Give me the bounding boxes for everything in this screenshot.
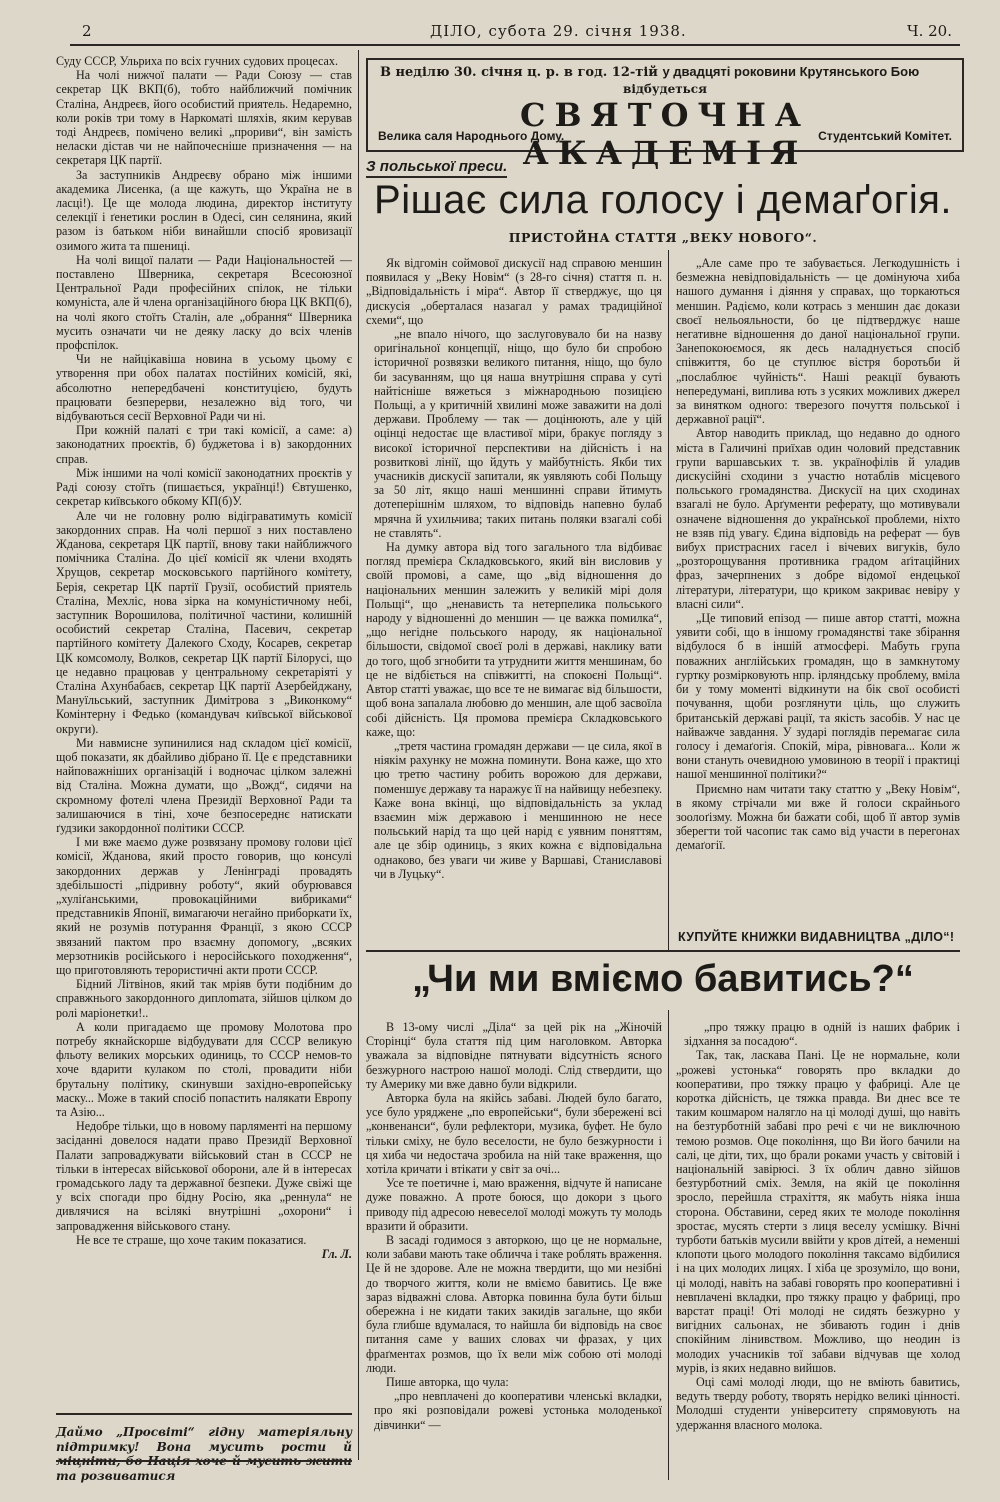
paragraph: Автор наводить приклад, що недавно до одного міста в Галичині приїхав один чоловий представник групи варшавських т. зв. українофілів й уладив дискусійні сходини з участю нотаблів місцевого польського громадянства. Дискусії на цих сходинах взагалі не було. Арґументи реферату, що мотивували означене відношення до української проблеми, ніхто не взяв під увагу. Єдина відповідь на реферат — був вибух пристрасних гасел і вічевих вигуків, було „розторощування противника градом аґітаційних фраз, зачерпнених з добре відомої ендецької літератури, літератури, що криком закриває невіру у власні сили“. xyxy=(676,426,960,611)
paragraph: За заступників Андреєву обрано між іншими академика Лисенка, (а ще кажуть, що Україна не в ласці!). Це ще молода людина, директор інституту селекції і ґенетики рослин в Одесі, син селянина, який разом із батьком ніби винайшли спосіб яровизації озимого жита та пшениці. xyxy=(56,167,352,253)
paragraph: В засаді годимося з авторкою, що це не нормальне, коли забави мають таке обличча і таке роблять враження. Це й не здорове. Але не можна твердити, що ми незібні до творчого життя, коли не вміємо бавитись. Це вже зараз відважні слова. Авторка повинна була бути більш обережна і не кидати таких закидів загальне, що якби була глибше вдумалася, то найшла би відповідь на своє питання саме у ваших словах чи фразах, у цих фраґментах розмов, що їх вели між собою оті молоді люди. xyxy=(366,1233,662,1375)
header-rule xyxy=(70,44,960,46)
paragraph: Приємно нам читати таку статтю у „Веку Новім“, в якому стрічали ми вже й голоси скрайнього зоолоґізму. Можна би бажати собі, щоб її автор зумів зберегти той часопис так само від участи в перегонах демаґогії. xyxy=(676,781,960,853)
paragraph: Оці самі молоді люди, що не вміють бавитись, ведуть тверду роботу, творять нерідко великі цінності. Молодші студенти університету спрямовують на удержання власного молока. xyxy=(676,1375,960,1432)
notice-title: СВЯТОЧНА АКАДЕМІЯ xyxy=(520,96,810,172)
publisher-ad: КУПУЙТЕ КНИЖКИ ВИДАВНИЦТВА „ДІЛО“! xyxy=(678,930,955,944)
signature: Гл. Л. xyxy=(321,1247,352,1262)
paragraph: І ми вже маємо дуже розвязану промову голови цієї комісії, Жданова, який просто говорив, що консулі закордонних держав у Ленінграді провадять здебільшості „підривну роботу“, який обурювався „хуліґанськими, провокаційними вибриками“ представників Японії, вимагаючи негайно приборкати їх, який не розумів потурання Франції, з якою СССР звязаний пактом про взаємну допомогу, „всяких мерзотників російського і неросійського походження“, що приготовляють терористичні акти проти СССР. xyxy=(56,835,352,977)
rubric: З польської преси. xyxy=(366,158,507,178)
appeal-rule-top xyxy=(56,1413,352,1415)
article1-column-a xyxy=(366,256,662,946)
paragraph: Так, так, ласкава Пані. Це не нормальне, коли „рожеві устонька“ говорять про вкладки до кооперативи, про тяжку працю у фабриці. Але це коротка дійсність, це тяжка правда. Ви днес все те таким кошмаром налягло на ці молоді душі, що навіть на безтурботній забаві про речі є чи не виключною темою розмов. Оце покоління, що Ви його бачили на салі, це діти, тих, що брали роками участь у світовій і національній завірюсі. З їх облич давно зійшов безтурботний сміх. Земля, на якій це покоління зросло, перейшла страхіття, як мабуть ніяка інша сторона. Обставини, серед яких те молоде покоління зростає, мусять стерти з лиця веселу усмішку. Вічні турботи батьків мусили ввійти у кров дітей, а неменші клопоти цього молодого покоління таксамо відбилися і на цих молодих лицях. І хіба це зрозуміло, що вони, ці молоді, навіть на забаві говорять про кооперативні і невплачені вкладки, про тяжку працю у фабриці, про варстат праці! Оті молоді не сидять безжурно у вигідних сальонах, не збивають годин і днів спокійним лінивством. Можливо, що неодин із молодих учасників тої забави відчував ще холод мурів, із яких недавно вийшов. xyxy=(676,1048,960,1375)
notice-organizer: Студентський Комітет. xyxy=(818,129,952,143)
column-divider-right-lower xyxy=(668,1010,669,1480)
notice-line2: відбудеться xyxy=(623,82,707,96)
appeal-rule-bottom xyxy=(56,1460,352,1462)
column-divider-left xyxy=(358,50,359,1460)
paragraph: Як відгомін соймової дискусії над справою меншин появилася у „Веку Новім“ (з 28-го січня) стаття п. н. „Відповідальність і міра“. Автор її стверджує, що ця дискусія „оберталася назагал у рамах традиційної схеми“, що xyxy=(366,256,662,327)
paragraph: Чи не найцікавіша новина в усьому цьому є утворення при обох палатах постійних комісій, які, абсолютно непередбачені конституцією, будуть працювати безперерви, незалежно від того, чи відбуваються сесії Верховної Ради чи ні. xyxy=(56,352,352,424)
left-column-article xyxy=(56,54,352,1409)
paragraph: Ми навмисне зупинилися над складом цієї комісії, щоб показати, як дбайливо дібрано її. Це є представники найповажніших організацій і водночас цілком залежні від Сталіна. Можна думати, що „Вожд“, сидячи на скромному фотелі члена Президії Верховної Ради та залишаючися в тіні, хоче безпосереднє натискати ґудзики закордонної політики СССР. xyxy=(56,735,352,835)
paragraph: „Але саме про те забувається. Легкодушність і безмежна невідповідальність — це домінуюча хиба нашого думання і діяння у справах, що торкаються меншин. Радіємо, коли котрась з меншин дає докази своєї нельояльности, бо це підтверджує наше негативне відношення до даної національної групи. Занепокоюємося, як десь наладнується спосіб співжиття, бо це ступлює вістря боротьби й „послаблює чуйність“. Наші реакції бувають непередумані, виплива ють з усяких можливих джерел за винятком одного: тверезого почуття польської і державної рації“. xyxy=(676,256,960,427)
paragraph: Пише авторка, що чула: xyxy=(386,1375,509,1390)
column-divider-right-upper xyxy=(668,250,669,950)
paragraph: Суду СССР, Ульриха по всіх гучних судових процесах. xyxy=(56,54,338,68)
paragraph: Недобре тільки, що в новому парляменті на першому засіданні довелося надати право Президії Верховної Палати запроваджувати військовий стан в СССР не тільки в інтересах військової оборони, але й в інтересах громадського ладу та державної безпеки. Дуже свіжі ще у всіх спогади про бідну Росію, яка „реннула“ не дивлячися на всілякі внутрішні „охорони“ і запровадження військового стану. xyxy=(56,1119,352,1233)
page-number: 2 xyxy=(82,22,92,40)
paragraph: На чолі нижчої палати — Ради Союзу — став секретар ЦК ВКП(б), тобто найближчий помічник Сталіна, Андреєв, його особистий приятель. Недаремно, коли років три тому в Наркоматі шляхів, яким керував тоді Андреєв, помічено великі „прориви“, він замість нелаcки дістав чи не найпочесніше призначення — на секретаря ЦК партії. xyxy=(56,68,352,168)
paragraph: „Це типовий епізод — пише автор статті, можна уявити собі, що в іншому громадянстві таке збірання відбулося б в іншій атмосфері. Мабуть група поважних англійських громадян, що в замкнутому гуртку розмірковують нпр. ірляндську проблему, вміла би у тому моменті відкинути на бік свої особисті почування, щоби розглянути ціль, що служить британській державі рації, та якість засобів. У нас це найважче завдання. У зударі поглядів перемагає сила голосу і демаґогія. Спокій, міра, рівновага... Коли ж вони стануть очевидною умовиною в теорії і практиці нашої меншинної політики?“ xyxy=(676,611,960,782)
prosvita-appeal: Даймо „Просвіті“ гідну матеріяльну підтримку! Вона мусить рости й міцніти, бо Нація хоче й мусить жити та розвиватися xyxy=(56,1425,352,1483)
article1-column-b xyxy=(676,256,960,926)
article2-headline: „Чи ми вміємо бавитись?“ xyxy=(412,958,914,1000)
article2-column-b xyxy=(676,1020,960,1488)
quote-paragraph: „про невплачені до кооперативи членські вкладки, про які розповідали рожеві устонька молоденької дівчинки“ — xyxy=(374,1389,662,1432)
notice-line1-bold: у двадцяті роковини Крутянського Бою xyxy=(662,64,920,79)
notice-line1: В неділю 30. січня ц. р. в год. 12-тій у двадцяті роковини Крутянського Бою xyxy=(380,64,920,80)
paragraph: Не все те страше, що хоче таким показатися. xyxy=(76,1232,307,1247)
quote-paragraph: „не впало нічого, що заслуговувало би на назву оригінальної концепції, ніщо, що було би спробою історичної розвязки великого питання, ніщо, що було би засуванням, що ця наша внутрішня справа у суті найтісніше вяжеться з міжнародньою позицією Польщі, а у критичній хвилині може заважити на долі держави. Проблему — так — доцінюють, але у цій оцінці недостає ще властивої міри, бракує погляду з високої історичної перспективи на дійсність і на розвиткові лінії, що йдуть у майбутність. Якби тих учасників дискусії запитали, як уявляють собі Польщу за 50 літ, якщо наші меншинні справи йтимуть дотеперішнім шляхом, то відповідь напевно булаб мрячна й ухильчива; таких питань поляки взагалі собі не ставлять“. xyxy=(374,327,662,540)
paragraph: Бідний Літвінов, який так мріяв бути подібним до справжнього закордонного диплomата, зійшов цілком до ролі маріонетки!.. xyxy=(56,977,352,1020)
issue-number: Ч. 20. xyxy=(907,22,952,40)
quote-paragraph: „про тяжку працю в одній із наших фабрик і зідхання за посадою“. xyxy=(684,1020,960,1049)
paragraph: В 13-ому числі „Діла“ за цей рік на „Жіночій Сторінці“ була стаття під цим наголовком. Авторка уважала за відповідне пятнувати відсутність ясного безжурного настрою нашої молоді. Слід ствердити, що ту Америку ми вже давно були відкрили. xyxy=(366,1020,662,1091)
paragraph: Але чи не головну ролю відіграватимуть комісії закордонних справ. На чолі першої з них поставлено Жданова, секретаря ЦК партії, внову таки найближчого помічника Сталіна. До цієї комісії як члени входять Хрущов, секретар московського партійного комітету, Берія, секретар ЦК партії Грузії, особистий приятель Сталіна, Мехліс, нова зірка на комуністичному небі, заступник Ворошилова, політичної частини, колишній особистий секретар Сталіна, Пасевич, секретар партійного комітету Далекого Сходу, Косарев, секретар ЦК комсомолу, Волков, секретар ЦК партії Білорусі, що це недавно працював у центральному секретаріяті у Сталіна Ахунбабаєв, секретар ЦК партії Азербейджану, Мануїльський, заступник Димітрова з „Виконкому“ Комінтерну і Федько (командувач київської військової округи). xyxy=(56,508,352,736)
article2-column-a xyxy=(366,1020,662,1488)
paragraph: На думку автора від того загального тла відбиває погляд премієра Складковського, який він висловив у своїй промові, а саме, що „від відношення до національних меншин залежить у великій мірі доля Польщі“, що „ненависть та нетерпелика польського народу у відношенні до меншин — це важка помилка“, „що негідне польського народу, як національної більшости, свідомої своєї ролі в державі, наклику вати до того, щоб згнобити та утруднити життя меншинам, бо це не відбіється на співжитті, на спокоєні Польщі“. Автор статті уважає, що все те не вимагає від більшости, щоб вона запалала любовю до меншин, але щоб засвоїла собі дійсність. Ця промова премієра Складковського каже, що: xyxy=(366,540,662,739)
masthead: ДІЛО, субота 29. січня 1938. xyxy=(430,22,687,40)
paragraph: На чолі вищої палати — Ради Національностей — поставлено Шверника, секретаря Всесоюзної Центральної Ради професійних спілок, не тільки комуніста, але й члена організаційного бюра ЦК ВКП(б), на чолі якого стоїть Сталін, але „обрання“ Шверника мусить означати чи не деяку ласку до всіх членів профспілок. xyxy=(56,252,352,353)
article-separator xyxy=(366,950,960,952)
paragraph: При кожній палаті є три такі комісії, а саме: а) законодатних проєктів, б) буджетова і в) закордонних справ. xyxy=(56,423,352,466)
paragraph: Між іншими на чолі комісії законодатних проєктів у Раді союзу стоїть (пишається, українці!) Євтушенко, секретар київського обкому КП(б)У. xyxy=(56,465,352,509)
paragraph: Авторка була на якійсь забаві. Людей було багато, усе було урядженe „по европейськи“, були збережені всі „конвенанси“, були рефлектори, музика, буфет. Не було тільки сміху, не було веселости, не було безжурности і ця хиба чи недостача зробила на ній таке враження, що хотіла кричати і втікати у світ за очі... xyxy=(366,1091,662,1177)
notice-venue: Велика саля Народнього Дому. xyxy=(378,129,565,143)
quote-paragraph: „третя частина громадян держави — це сила, якої в ніякім рахунку не можна поминути. Вона каже, що хто цю третю частину робить ворожою для держави, поменшує державу та наражує її на найвищу небезпеку. Каже вона вкінці, що відповідальність за уклад взаємин між державою і меншинною не несе польський нарід та що цей нарід є уявним поняттям, але це збір одиниць, з яких кожна є відповідальна однаково, без уваги чи живе у Варшаві, Станиславові чи в Луцьку“. xyxy=(374,738,662,881)
paragraph: Усе те поетичне і, маю враження, відчуте й написане дуже поважно. А проте боюся, що докори з цього приводу під адресою невеселої молоді можуть ту молодь вразити й образити. xyxy=(366,1176,662,1233)
paragraph: А коли пригадаємо ще промову Молотова про потребу якнайскорше відбудувати для СССР великую фльоту великих морських одиниць, то СССР немов-то хоче вдарити кулаком по столі, провадити ніби брутальну політику, скинувши західно-европейську маску... Може в такий спосіб попастить налякати Европу та Азію... xyxy=(56,1019,352,1120)
page-header xyxy=(70,22,960,44)
article1-headline: Рішає сила голосу і демаґогія. xyxy=(374,178,952,222)
article1-subheadline: ПРИСТОЙНА СТАТТЯ „ВЕКУ НОВОГО“. xyxy=(508,230,818,245)
